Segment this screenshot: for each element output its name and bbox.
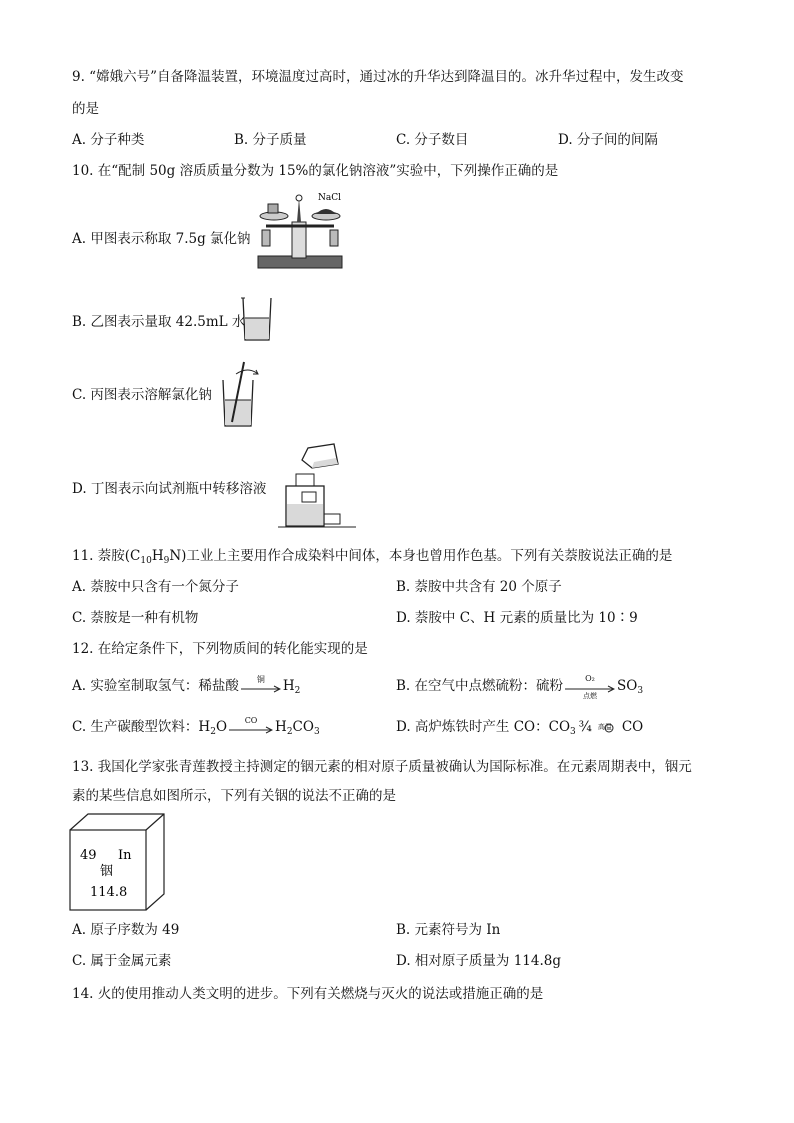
q12-b-condition-bottom: 点燃 <box>583 691 598 700</box>
q11-option-b: B. 萘胺中共含有 20 个原子 <box>396 579 562 595</box>
q12-c-product-h: H <box>275 719 287 735</box>
q12-d-garbled-arrow: ¾ <box>578 719 592 735</box>
reaction-arrow-icon <box>241 674 281 694</box>
reaction-arrow-icon <box>229 715 273 735</box>
reaction-arrow-icon <box>594 721 616 735</box>
q12-c-product-sub2: 3 <box>313 727 320 737</box>
q12-option-d <box>396 718 643 736</box>
transfer-figure <box>278 438 358 530</box>
q11-stem <box>72 547 672 565</box>
q13-option-b: B. 元素符号为 In <box>396 922 501 938</box>
q12-c-product-co: CO <box>292 719 314 735</box>
q13-option-c: C. 属于金属元素 <box>72 953 172 969</box>
q12-c-product-sub1: 2 <box>286 727 293 737</box>
q12-a-text: A. 实验室制取氢气：稀盐酸 <box>72 678 239 694</box>
q12-d-condition: 高温 <box>597 722 612 731</box>
measuring-beaker-figure <box>240 294 274 344</box>
element-symbol: In <box>118 848 132 863</box>
q12-b-product-sub: 3 <box>637 686 644 696</box>
q10-stem: 10. 在“配制 50g 溶质质量分数为 15%的氯化钠溶液”实验中，下列操作正确的是 <box>72 163 559 179</box>
q12-stem: 12. 在给定条件下，下列物质间的转化能实现的是 <box>72 641 368 657</box>
q12-c-condition: CO <box>244 715 258 725</box>
q13-option-d: D. 相对原子质量为 114.8g <box>396 953 562 969</box>
q9-stem-line2: 的是 <box>72 101 99 117</box>
q10-option-a: A. 甲图表示称取 7.5g 氯化钠 <box>72 231 251 247</box>
q12-option-b <box>396 673 644 700</box>
q11-stem-prefix: 11. 萘胺(C <box>72 548 141 564</box>
nacl-label: NaCl <box>318 193 342 203</box>
q11-sub-carbon: 10 <box>140 556 152 566</box>
q12-c-sub: 2 <box>210 727 216 737</box>
q9-option-d: D. 分子间的间隔 <box>558 132 658 148</box>
q11-stem-suffix: N)工业上主要用作合成染料中间体，本身也曾用作色基。下列有关萘胺说法正确的是 <box>169 548 673 564</box>
q12-option-c <box>72 715 320 737</box>
q11-option-a: A. 萘胺中只含有一个氮分子 <box>72 579 239 595</box>
q12-a-product-sub: 2 <box>294 686 301 696</box>
q10-option-b: B. 乙图表示量取 42.5mL 水 <box>72 314 246 330</box>
q11-sub-hydrogen: 9 <box>163 556 170 566</box>
q10-option-c: C. 丙图表示溶解氯化钠 <box>72 387 212 403</box>
element-cell-figure <box>68 812 168 912</box>
element-name: 铟 <box>100 864 114 879</box>
q12-d-text: D. 高炉炼铁时产生 CO：CO <box>396 719 571 735</box>
q10-option-d: D. 丁图表示向试剂瓶中转移溶液 <box>72 481 267 497</box>
q13-stem-line1: 13. 我国化学家张青莲教授主持测定的铟元素的相对原子质量被确认为国际标准。在元素周期表中，铟元 <box>72 759 692 775</box>
q12-a-condition: 铜 <box>256 674 265 684</box>
q12-a-product: H <box>282 678 295 694</box>
q13-stem-line2: 素的某些信息如图所示，下列有关铟的说法不正确的是 <box>72 788 396 804</box>
dissolving-beaker-figure <box>218 360 266 432</box>
reaction-arrow-icon <box>565 673 615 700</box>
q14-stem: 14. 火的使用推动人类文明的进步。下列有关燃烧与灭火的说法或措施正确的是 <box>72 986 544 1002</box>
q9-stem-line1: 9. “嫦娥六号”自备降温装置，环境温度过高时，通过冰的升华达到降温目的。冰升华过程中，发生改变 <box>72 69 684 85</box>
q12-c-text: C. 生产碳酸型饮料：H <box>72 719 211 735</box>
q13-option-a: A. 原子序数为 49 <box>72 922 180 938</box>
q12-option-a <box>72 674 301 696</box>
q12-d-product: CO <box>621 719 644 735</box>
q12-b-text: B. 在空气中点燃硫粉：硫粉 <box>396 678 564 694</box>
q12-c-text-o: O <box>215 719 228 735</box>
q9-option-c: C. 分子数目 <box>396 132 469 148</box>
q11-option-d: D. 萘胺中 C、H 元素的质量比为 10∶9 <box>396 610 638 626</box>
q9-option-a: A. 分子种类 <box>72 132 145 148</box>
q11-stem-h: H <box>151 548 164 564</box>
element-mass: 114.8 <box>90 885 128 900</box>
q11-option-c: C. 萘胺是一种有机物 <box>72 610 199 626</box>
balance-figure <box>252 190 352 280</box>
q12-b-product: SO <box>617 678 638 694</box>
q12-b-condition-top: O₂ <box>585 673 595 683</box>
element-atomic-number: 49 <box>80 848 97 863</box>
q9-option-b: B. 分子质量 <box>234 132 307 148</box>
q12-d-sub: 3 <box>570 727 576 737</box>
